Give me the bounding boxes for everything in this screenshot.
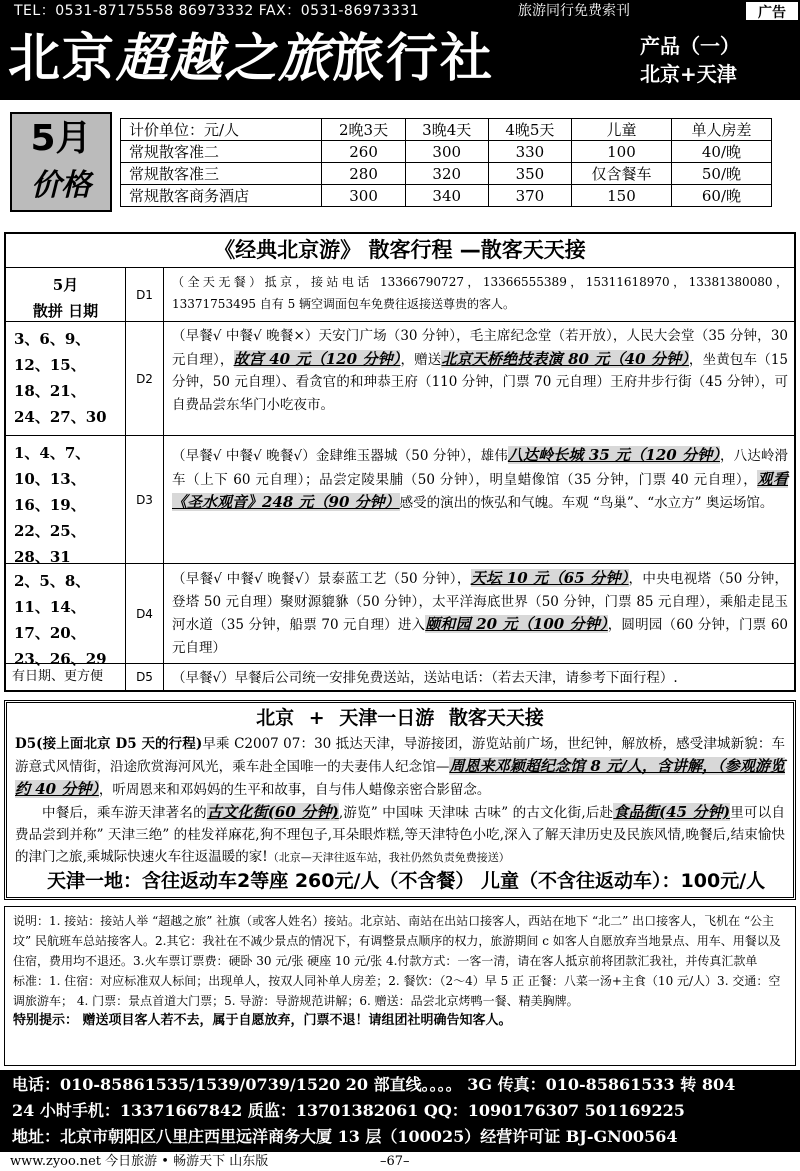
contact-tel-fax: TEL：0531-87175558 86973332 FAX：0531-86973331: [14, 3, 420, 19]
company-name-part: 旅行社: [332, 29, 495, 89]
ad-badge: 广告: [744, 0, 800, 22]
top-bar: [0, 0, 800, 22]
row-dates: 有日期、更方便: [6, 664, 126, 690]
table-cell: 350: [488, 163, 571, 185]
free-index-label: 旅游同行免费索刊: [518, 3, 630, 19]
row-dates: 5月 散拼 日期: [6, 268, 126, 321]
desc-text: 感受的演出的恢弘和气魄。车观 “鸟巢”、“水立方” 奥运场馆。: [399, 495, 774, 511]
row-day: [126, 436, 164, 563]
day-label: D3: [136, 492, 153, 507]
special-notice: 特别提示： 赠送项目客人若不去，属于自愿放弃，门票不退！请组团社明确告知客人。: [13, 1013, 512, 1028]
table-cell: 常规散客准三: [121, 163, 322, 185]
table-cell: 60/晚: [671, 185, 771, 207]
day-label: D5: [136, 670, 153, 684]
table-cell: 仅含餐车: [571, 163, 671, 185]
row-dates: 3、6、9、12、15、18、21、24、27、30: [6, 322, 126, 435]
table-cell: 280: [322, 163, 405, 185]
row-day: [126, 564, 164, 663]
table-row: [121, 185, 772, 207]
desc-text: （早餐√ 中餐√ 晚餐×）天安门广场（30 分钟），毛主席纪念堂（若开放），人民大会堂（35 分钟，30 元自理），: [172, 328, 788, 368]
desc-text: （早餐√ 中餐√ 晚餐√）景泰蓝工艺（50 分钟），: [172, 571, 471, 587]
table-header: 4晚5天: [488, 119, 571, 141]
tianjin-tour-section: [4, 700, 796, 900]
table-cell: 300: [322, 185, 405, 207]
table-cell: 370: [488, 185, 571, 207]
day-label: D1: [136, 287, 153, 302]
table-cell: 常规散客准二: [121, 141, 322, 163]
tianjin-lead: D5(接上面北京 D5 天的行程): [15, 736, 203, 752]
company-name-brand: 超越之旅: [116, 28, 333, 89]
table-header: 3晚4天: [405, 119, 488, 141]
tianjin-paragraph: [15, 733, 785, 801]
price-label: 价格: [31, 168, 91, 203]
table-cell: 300: [405, 141, 488, 163]
tianjin-paragraph: [15, 801, 785, 869]
product-route: 北京+天津: [640, 62, 737, 86]
itinerary-row-d4: [6, 564, 794, 668]
highlight-text: 古文化街(60 分钟): [206, 803, 339, 821]
header-banner: [0, 22, 800, 100]
highlight-text: 北京天桥绝技表演 80 元（40 分钟）: [441, 349, 689, 368]
row-description: （早餐√）早餐后公司统一安排免费送站，送站电话：（若去天津，请参考下面行程）.: [172, 670, 678, 686]
itinerary-row-d5: [6, 664, 794, 690]
row-day: [126, 664, 164, 690]
company-name-part: 北京: [8, 29, 117, 89]
highlight-text: 食品街(45 分钟): [613, 803, 731, 821]
price-header-row: [121, 119, 772, 141]
notes-section: [4, 906, 796, 1066]
highlight-text: 周恩来邓颖超纪念馆 8 元/人，含讲解，（参观游览约 40 分钟）: [15, 757, 785, 798]
table-row: [121, 163, 772, 185]
desc-text: ，坐黄包车（15 分钟，50 元自理）、看贪官的和珅恭王府（110 分钟，门票 70 元自理）王府井步行街（45 分钟），可自费品尝东华门小吃夜市。: [172, 351, 789, 413]
highlight-text: 观看《圣水观音》248 元（90 分钟）: [172, 469, 788, 511]
footer-phone: 电话：010-85861535/1539/0739/1520 20 部直线。。。。 3G 传真：010-85861533 转 804: [12, 1075, 736, 1094]
itinerary-section: [4, 232, 796, 692]
desc-text: 早乘 C2007 07：30 抵达天津，导游接团，游览站前广场，世纪钟，解放桥，感受津城新貌：车游意式风情街，沿途欣赏海河风光，乘车赴全国唯一的夫妻伟人纪念馆—: [15, 736, 785, 775]
desc-text: ，听周恩来和邓妈妈的生平和故事，自与伟人蜡像亲密合影留念。: [98, 782, 491, 798]
table-cell: 320: [405, 163, 488, 185]
product-info: [640, 32, 740, 88]
row-dates: 1、4、7、10、13、16、19、22、25、28、31: [6, 436, 126, 563]
table-header: 2晚3天: [322, 119, 405, 141]
notes-standards: 标准：1. 住宿：对应标准双人标间；出现单人，按双人同补单人房差；2. 餐饮：（2～4）早 5 正 正餐：八菜一汤+主食（10 元/人）3. 交通：空调旅游车； 4. 门票：景点首道大门票；5. 导游：导游规范讲解；6. 赠送：品尝北京烤鸭一餐、精美胸牌。: [13, 974, 781, 1008]
table-header: 单人房差: [671, 119, 771, 141]
tianjin-price: 天津一地：含往返动车2等座 260元/人（不含餐） 儿童（不含往返动车）：100元/人: [47, 870, 766, 892]
month-price-box: [10, 112, 112, 212]
itinerary-row-d1: [6, 268, 794, 322]
table-row: [121, 141, 772, 163]
table-cell: 100: [571, 141, 671, 163]
highlight-text: 天坛 10 元（65 分钟）: [470, 569, 629, 587]
footer-mobile-qq: 24 小时手机：13371667842 质监：13701382061 QQ：1090176307 501169225: [12, 1101, 685, 1120]
table-cell: 340: [405, 185, 488, 207]
desc-text: 里可以自费品尝到并称” 天津三绝” 的桂发祥麻花,狗不理包子,耳朵眼炸糕,等天津特色小吃,深入了解天津历史及民族风情,晚餐后,结束愉快的津门之旅,乘城际快速火车往返温暖的家!: [15, 805, 785, 865]
desc-text: ，赠送: [400, 351, 442, 368]
day-label: D2: [136, 371, 153, 386]
row-day: [126, 268, 164, 321]
table-cell: 50/晚: [671, 163, 771, 185]
site-link[interactable]: www.zyoo.net 今日旅游 • 畅游天下 山东版: [10, 1154, 269, 1169]
tianjin-note: （北京—天津往返车站，我社仍然负责免费接送）: [267, 851, 510, 864]
footer-address: 地址：北京市朝阳区八里庄西里远洋商务大厦 13 层（100025）经营许可证 BJ-GN00564: [12, 1127, 678, 1146]
highlight-text: 颐和园 20 元（100 分钟）: [425, 615, 608, 633]
table-cell: 150: [571, 185, 671, 207]
bottom-strip: [0, 1152, 800, 1171]
row-day: [126, 322, 164, 435]
company-name: [8, 26, 494, 92]
day-label: D4: [136, 606, 153, 621]
page-number: –67–: [380, 1154, 410, 1169]
desc-text: （早餐√ 中餐√ 晚餐√）金肆维玉器城（50 分钟），雄伟: [172, 448, 508, 464]
row-description: [172, 322, 788, 435]
itinerary-row-d2: [6, 322, 794, 436]
desc-text: ，圆明园（60 分钟，门票 60 元自理）: [172, 617, 789, 656]
desc-text: ,游览” 中国味 天津味 古味” 的古文化街,后赴: [338, 805, 614, 821]
month-label: 5月: [30, 118, 92, 159]
price-table: [120, 118, 772, 207]
table-header: 儿童: [571, 119, 671, 141]
product-number: 产品（一）: [640, 34, 740, 58]
table-cell: 40/晚: [671, 141, 771, 163]
tianjin-body: [7, 733, 793, 869]
row-description: [172, 436, 788, 563]
itinerary-title: 《经典北京游》 散客行程 —散客天天接: [6, 234, 794, 268]
price-section: [0, 100, 800, 228]
desc-text: ，中央电视塔（50 分钟，登塔 50 元自理）聚财源貔貅（50 分钟），太平洋海底世界（50 分钟，门票 85 元自理），乘船走昆玉河水道（35 分钟，船票 70 元自理）进入: [172, 571, 788, 633]
table-cell: 260: [322, 141, 405, 163]
itinerary-row-d3: [6, 436, 794, 564]
row-description: （全天无餐）抵京，接站电话 13366790727，13366555389，15311618970，13381380080，13371753495 自有 5 辆空调面包车免费往返接送尊贵的客人。: [172, 275, 788, 311]
table-header: 计价单位：元/人: [121, 119, 322, 141]
highlight-text: 八达岭长城 35 元（120 分钟）: [507, 446, 720, 464]
row-dates: 2、5、8、11、14、17、20、23、26、29: [6, 564, 126, 663]
highlight-text: 故宫 40 元（120 分钟）: [233, 349, 401, 368]
desc-text: 中餐后，乘车游天津著名的: [42, 805, 207, 821]
desc-text: ，八达岭滑车（上下 60 元自理）；品尝定陵果脯（50 分钟），明皇蜡像馆（35 分钟，门票 40 元自理），: [172, 448, 789, 488]
table-cell: 常规散客商务酒店: [121, 185, 322, 207]
notes-description: 说明：1. 接站：接站人举 “超越之旅” 社旗（或客人姓名）接站。北京站、南站在出站口接客人，西站在地下 “北二” 出口接客人，飞机在 “公主坟” 民航班车总站接客人。2.其它：我社在不减少景点的情况下，有调整景点顺序的权力，旅游期间 c 如客人自愿放弃当地景点、用车、用餐以及住宿，费用均不退还。3.火车票订票费：硬卧 30 元/张 硬座 10 元/张 4.付款方式：一客一清，请在客人抵京前将团款汇我社，并传真汇款单: [13, 914, 781, 968]
row-description: [172, 564, 788, 663]
table-cell: 330: [488, 141, 571, 163]
tianjin-title: 北京 + 天津一日游 散客天天接: [256, 707, 544, 729]
contact-footer: [0, 1070, 800, 1152]
